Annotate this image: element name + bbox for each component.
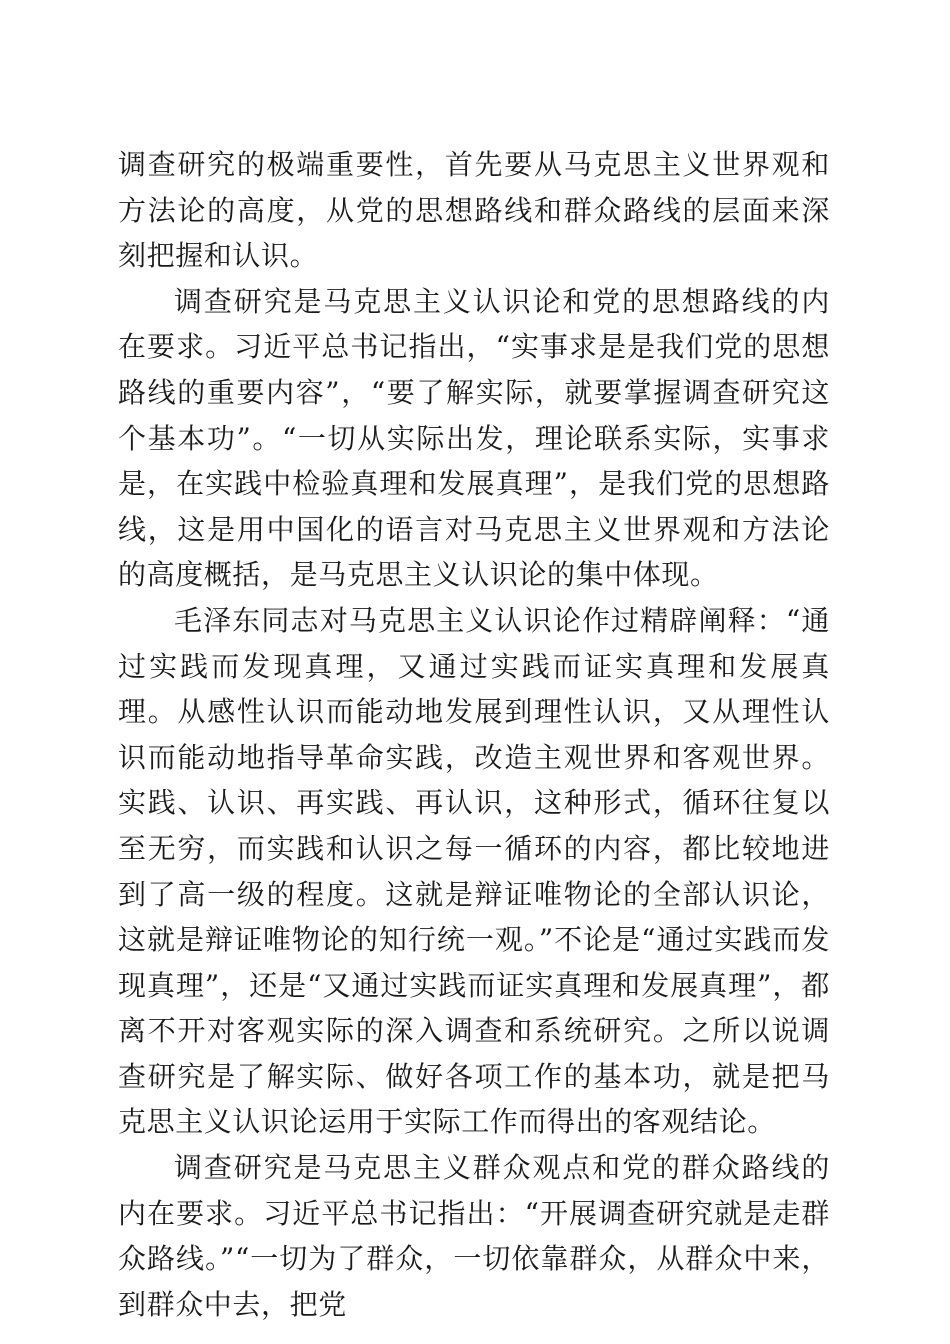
body-text	[118, 142, 830, 1327]
paragraph-continuation: 调查研究的极端重要性，首先要从马克思主义世界观和方法论的高度，从党的思想路线和群众路线的层面来深刻把握和认识。	[118, 148, 830, 273]
paragraph-epistemology: 调查研究是马克思主义认识论和党的思想路线的内在要求。习近平总书记指出，“实事求是是我们党的思想路线的重要内容”，“要了解实际，就要掌握调查研究这个基本功”。“一切从实际出发，理论联系实际，实事求是，在实践中检验真理和发展真理”，是我们党的思想路线，这是用中国化的语言对马克思主义世界观和方法论的高度概括，是马克思主义认识论的集中体现。	[118, 284, 830, 592]
paragraph-mao-quote: 毛泽东同志对马克思主义认识论作过精辟阐释：“通过实践而发现真理，又通过实践而证实真理和发展真理。从感性认识而能动地发展到理性认识，又从理性认识而能动地指导革命实践，改造主观世界和客观世界。实践、认识、再实践、再认识，这种形式，循环往复以至无穷，而实践和认识之每一循环的内容，都比较地进到了高一级的程度。这就是辩证唯物论的全部认识论，这就是辩证唯物论的知行统一观。”不论是“通过实践而发现真理”，还是“又通过实践而证实真理和发展真理”，都离不开对客观实际的深入调查和系统研究。之所以说调查研究是了解实际、做好各项工作的基本功，就是把马克思主义认识论运用于实际工作而得出的客观结论。	[118, 603, 830, 1139]
paragraph-mass-line: 调查研究是马克思主义群众观点和党的群众路线的内在要求。习近平总书记指出：“开展调查研究就是走群众路线。”“一切为了群众，一切依靠群众，从群众中来，到群众中去，把党	[118, 1151, 830, 1321]
